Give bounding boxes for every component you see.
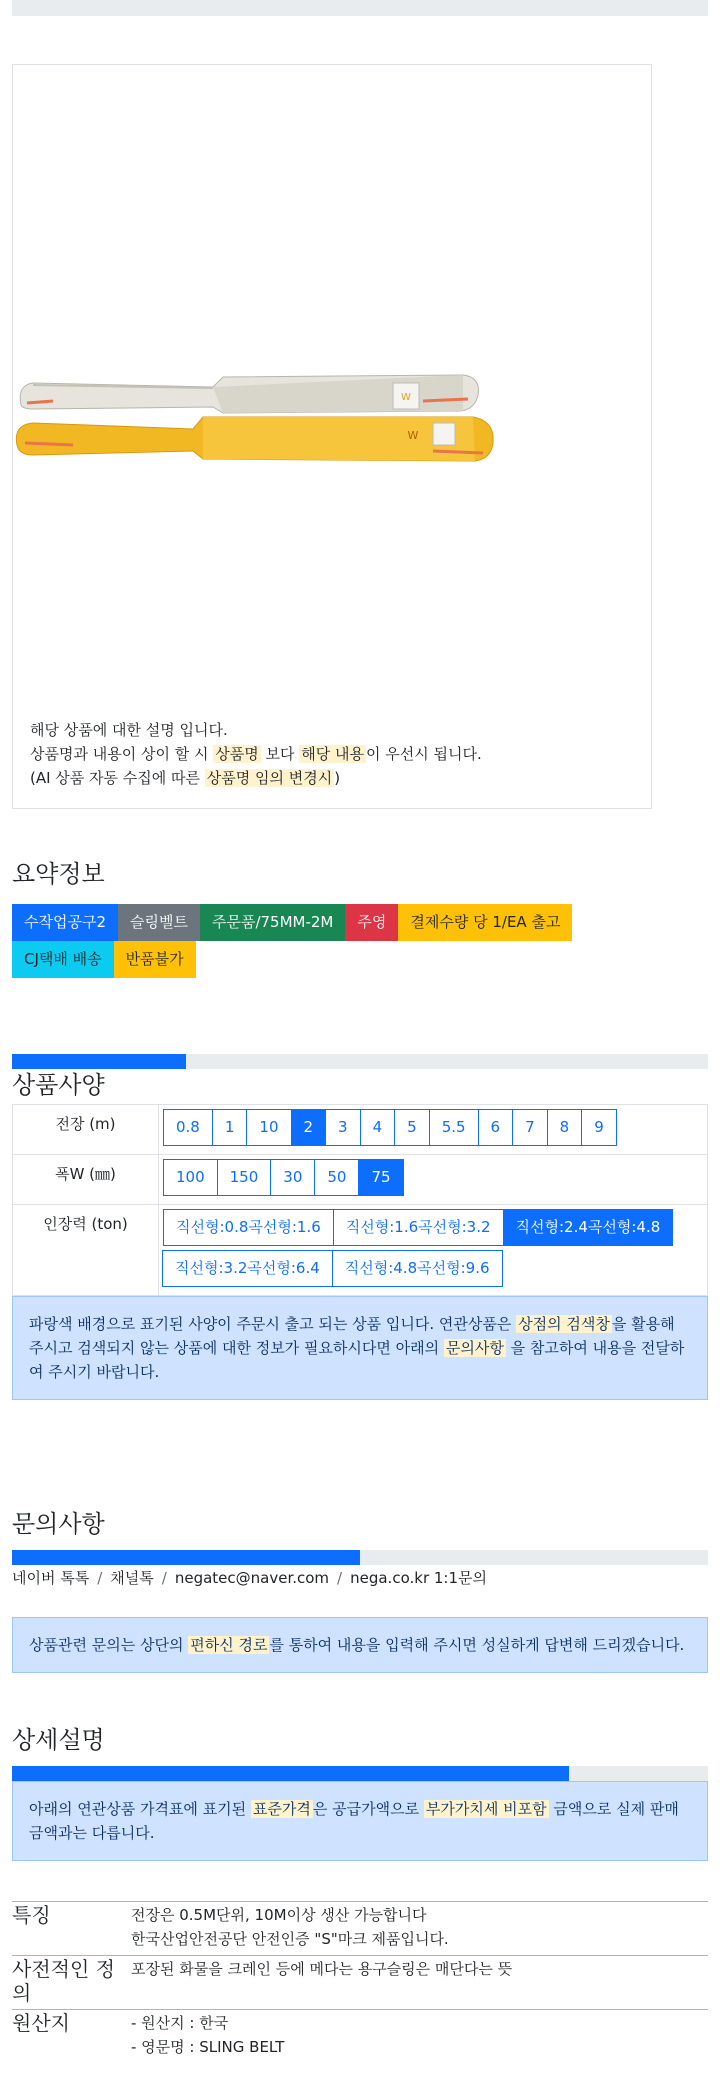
spec-option[interactable]: 직선형:1.6곡선형:3.2: [333, 1209, 504, 1246]
spec-progress: [12, 1054, 708, 1069]
detail-line: - 영문명 : SLING BELT: [131, 2038, 285, 2056]
detail-progress-fill: [12, 1766, 569, 1781]
spec-label: 인장력 (ton): [13, 1205, 159, 1296]
note-highlight: 상품명: [215, 745, 259, 763]
spec-option[interactable]: 5.5: [429, 1109, 479, 1146]
alert-highlight: 표준가격: [252, 1800, 311, 1818]
detail-row-origin: [12, 2010, 708, 2064]
inquiry-progress: [12, 1550, 708, 1565]
badge-order-type: 주문품/75MM-2M: [200, 904, 345, 941]
note-text: 상품명과 내용이 상이 할 시: [30, 745, 214, 763]
alert-highlight: 부가가치세 비포함: [425, 1800, 547, 1818]
note-line-2: [30, 742, 482, 766]
alert-highlight: 문의사항: [445, 1339, 504, 1357]
note-line-3: [30, 766, 482, 790]
product-card: [12, 64, 652, 809]
link-email[interactable]: negatec@naver.com: [174, 1569, 330, 1587]
alert-text: 상품관련 문의는 상단의: [29, 1636, 189, 1654]
detail-key: 원산지: [12, 2010, 131, 2064]
inquiry-alert: [12, 1617, 708, 1673]
note-text: 보다: [260, 745, 300, 763]
svg-text:W: W: [401, 392, 411, 403]
spec-label: 폭W (㎜): [13, 1155, 159, 1205]
link-naver-talk[interactable]: 네이버 톡톡: [12, 1569, 90, 1587]
product-notes: [30, 718, 482, 790]
spec-title: 상품사양: [12, 1071, 105, 1099]
spec-options: [163, 1109, 703, 1150]
spec-option[interactable]: 직선형:2.4곡선형:4.8: [503, 1209, 674, 1246]
detail-alert: [12, 1781, 708, 1861]
spec-option[interactable]: 5: [394, 1109, 430, 1146]
alert-highlight: 편하신 경로: [190, 1636, 268, 1654]
alert-text: 을 참고하여 내용을 전달하여 주시기 바랍니다.: [29, 1339, 685, 1381]
note-text: ): [334, 769, 341, 787]
spec-option[interactable]: 3: [325, 1109, 361, 1146]
product-image: [13, 325, 651, 505]
link-site-inquiry[interactable]: nega.co.kr 1:1문의: [350, 1569, 487, 1587]
badge-quantity: 결제수량 당 1/EA 출고: [398, 904, 572, 941]
detail-progress: [12, 1766, 708, 1781]
badge-maker: 주영: [345, 904, 398, 941]
badge-subcategory: 슬링벨트: [118, 904, 200, 941]
alert-text: 파랑색 배경으로 표기된 사양이 주문시 출고 되는 상품 입니다. 연관상품은: [29, 1315, 517, 1333]
spec-table: [12, 1104, 708, 1296]
badge-shipping: CJ택배 배송: [12, 941, 114, 978]
spec-option[interactable]: 2: [291, 1109, 327, 1146]
spec-option[interactable]: 6: [478, 1109, 514, 1146]
note-line-1: 해당 상품에 대한 설명 입니다.: [30, 721, 228, 739]
detail-line: 전장은 0.5M단위, 10M이상 생산 가능합니다: [131, 1906, 427, 1924]
spec-option[interactable]: 직선형:0.8곡선형:1.6: [163, 1209, 334, 1246]
spec-row-tension: [13, 1205, 708, 1296]
note-highlight: 상품명 임의 변경시: [206, 769, 333, 787]
alert-text: 을 활용해 주시고 검색되지 않는 상품에 대한 정보가 필요하시다면 아래의: [29, 1315, 675, 1357]
spec-option[interactable]: 직선형:4.8곡선형:9.6: [332, 1250, 503, 1287]
spec-option[interactable]: 75: [358, 1159, 403, 1196]
separator: /: [337, 1569, 343, 1587]
spec-row-width: [13, 1155, 708, 1205]
note-highlight: 해당 내용: [301, 745, 364, 763]
spec-option[interactable]: 9: [581, 1109, 617, 1146]
detail-line: 포장된 화물을 크레인 등에 메다는 용구슬링은 매단다는 뜻: [131, 1960, 513, 1978]
spec-option[interactable]: 8: [547, 1109, 583, 1146]
spec-option[interactable]: 직선형:3.2곡선형:6.4: [162, 1250, 333, 1287]
summary-title: 요약정보: [12, 860, 105, 888]
note-text: 이 우선시 됩니다.: [365, 745, 482, 763]
detail-line: 한국산업안전공단 안전인증 "S"마크 제품입니다.: [131, 1930, 449, 1948]
inquiry-progress-fill: [12, 1550, 360, 1565]
summary-badges: [12, 904, 622, 978]
alert-text: 금액으로 실제 판매금액과는 다릅니다.: [29, 1800, 679, 1842]
detail-table: [12, 1901, 708, 2063]
alert-text: 아래의 연관상품 가격표에 표기된: [29, 1800, 251, 1818]
separator: /: [161, 1569, 167, 1587]
spec-alert: [12, 1296, 708, 1400]
detail-line: - 원산지 : 한국: [131, 2014, 229, 2032]
detail-key: 사전적인 정의: [12, 1956, 131, 2010]
detail-key: 특징: [12, 1902, 131, 1956]
svg-text:W: W: [407, 429, 419, 442]
spec-option[interactable]: 1: [212, 1109, 248, 1146]
note-text: (AI 상품 자동 수집에 따른: [30, 769, 205, 787]
top-bar: [12, 0, 708, 16]
spec-label: 전장 (m): [13, 1105, 159, 1155]
spec-options: [163, 1159, 703, 1200]
alert-highlight: 상점의 검색창: [518, 1315, 610, 1333]
spec-option[interactable]: 30: [270, 1159, 315, 1196]
spec-progress-fill: [12, 1054, 186, 1069]
badge-return: 반품불가: [114, 941, 196, 978]
detail-row-feature: [12, 1902, 708, 1956]
spec-option[interactable]: 7: [512, 1109, 548, 1146]
spec-options: [163, 1209, 703, 1291]
spec-option[interactable]: 100: [163, 1159, 218, 1196]
alert-text: 를 통하여 내용을 입력해 주시면 성실하게 답변해 드리겠습니다.: [269, 1636, 685, 1654]
detail-row-definition: [12, 1956, 708, 2010]
badge-category: 수작업공구2: [12, 904, 118, 941]
spec-row-length: [13, 1105, 708, 1155]
spec-option[interactable]: 4: [360, 1109, 396, 1146]
spec-option[interactable]: 0.8: [163, 1109, 213, 1146]
spec-option[interactable]: 50: [314, 1159, 359, 1196]
separator: /: [97, 1569, 103, 1587]
spec-option[interactable]: 150: [217, 1159, 272, 1196]
spec-option[interactable]: 10: [246, 1109, 291, 1146]
detail-title: 상세설명: [12, 1726, 105, 1754]
link-channel-talk[interactable]: 채널톡: [110, 1569, 154, 1587]
inquiry-links: [12, 1566, 708, 1590]
inquiry-title: 문의사항: [12, 1510, 105, 1538]
alert-text: 은 공급가액으로: [312, 1800, 424, 1818]
